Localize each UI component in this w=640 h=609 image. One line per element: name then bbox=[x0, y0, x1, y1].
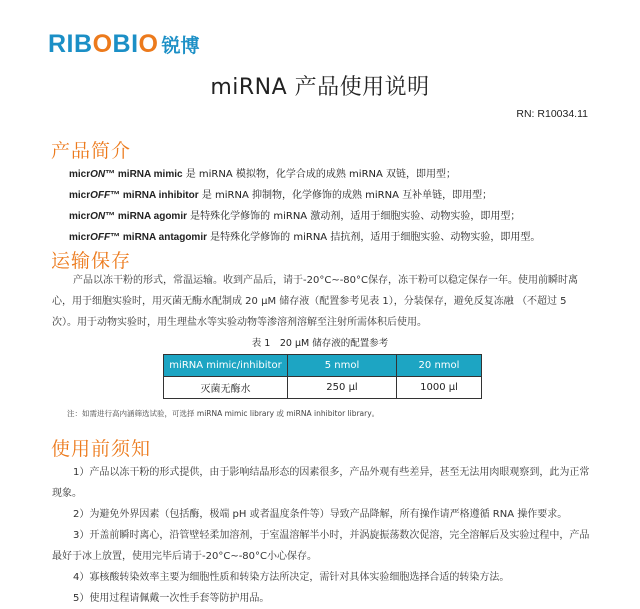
table-note: 注：如需进行高内涵筛选试验，可选择 miRNA mimic library 或 miRNA inhibitor library。 bbox=[67, 409, 380, 418]
intro-item: micrOFF™ miRNA inhibitor 是 miRNA 抑制物，化学修饰的成熟 miRNA 互补单链，即用型； bbox=[69, 190, 493, 201]
list-item: 1）产品以冻干粉的形式提供，由于影响结晶形态的因素很多，产品外观有些差异，甚至无法用肉眼观察到，此为正常现象。 bbox=[52, 467, 590, 499]
section-heading-product-intro: 产品简介 bbox=[51, 140, 132, 162]
table-cell: 灭菌无酶水 bbox=[164, 377, 288, 399]
stock-solution-table bbox=[163, 354, 482, 399]
intro-item: micrON™ miRNA mimic 是 miRNA 模拟物，化学合成的成熟 miRNA 双链，即用型； bbox=[69, 169, 457, 180]
table-cell: 250 μl bbox=[288, 377, 397, 399]
logo-chinese-text: 锐博 bbox=[161, 34, 200, 57]
ribobio-logo bbox=[48, 32, 199, 56]
intro-item: micrON™ miRNA agomir 是特殊化学修饰的 miRNA 激动剂，适用于细胞实验、动物实验，即用型； bbox=[69, 211, 521, 222]
table-header-cell: 20 nmol bbox=[397, 355, 482, 377]
table-header-cell: miRNA mimic/inhibitor bbox=[164, 355, 288, 377]
product-intro-list bbox=[69, 164, 540, 248]
list-item: 3）开盖前瞬时离心，沿管壁轻柔加溶剂，于室温溶解半小时，并涡旋振荡数次促溶，完全溶解后及实验过程中，产品最好于冰上放置，使用完毕后请于-20°C~-80°C小心保存。 bbox=[52, 530, 590, 562]
table-cell: 1000 μl bbox=[397, 377, 482, 399]
section-heading-shipping-storage: 运输保存 bbox=[51, 250, 132, 272]
table-header-cell: 5 nmol bbox=[288, 355, 397, 377]
table-row bbox=[164, 377, 482, 399]
revision-number: RN: R10034.11 bbox=[516, 108, 588, 120]
page-title: miRNA 产品使用说明 bbox=[210, 75, 430, 100]
intro-item: micrOFF™ miRNA antagomir 是特殊化学修饰的 miRNA 拮抗剂，适用于细胞实验、动物实验，即用型。 bbox=[69, 232, 541, 243]
before-use-list bbox=[52, 462, 597, 609]
logo-brand-text: RIBOBIO bbox=[48, 30, 159, 58]
list-item: 5）使用过程请佩戴一次性手套等防护用品。 bbox=[73, 593, 270, 604]
list-item: 2）为避免外界因素（包括酶，极端 pH 或者温度条件等）导致产品降解，所有操作请严格遵循 RNA 操作要求。 bbox=[73, 509, 568, 520]
table-header-row bbox=[164, 355, 482, 377]
list-item: 4）寡核酸转染效率主要为细胞性质和转染方法所决定，需针对具体实验细胞选择合适的转染方法。 bbox=[73, 572, 510, 583]
table-caption: 表 1 20 μM 储存液的配置参考 bbox=[251, 338, 389, 349]
section-heading-before-use: 使用前须知 bbox=[51, 438, 152, 460]
shipping-storage-paragraph: 产品以冻干粉的形式，常温运输。收到产品后，请于-20°C~-80°C保存，冻干粉可以稳定保存一年。使用前瞬时离心，用于细胞实验时，用灭菌无酶水配制成 20 μM 储存液（配置参考见表 1），分装保存，避免反复冻融 （不超过 5 次）。用于动物实验时，用生理盐水等实验动物等渗溶剂溶解至注射所需体积后使用。 bbox=[52, 275, 579, 328]
